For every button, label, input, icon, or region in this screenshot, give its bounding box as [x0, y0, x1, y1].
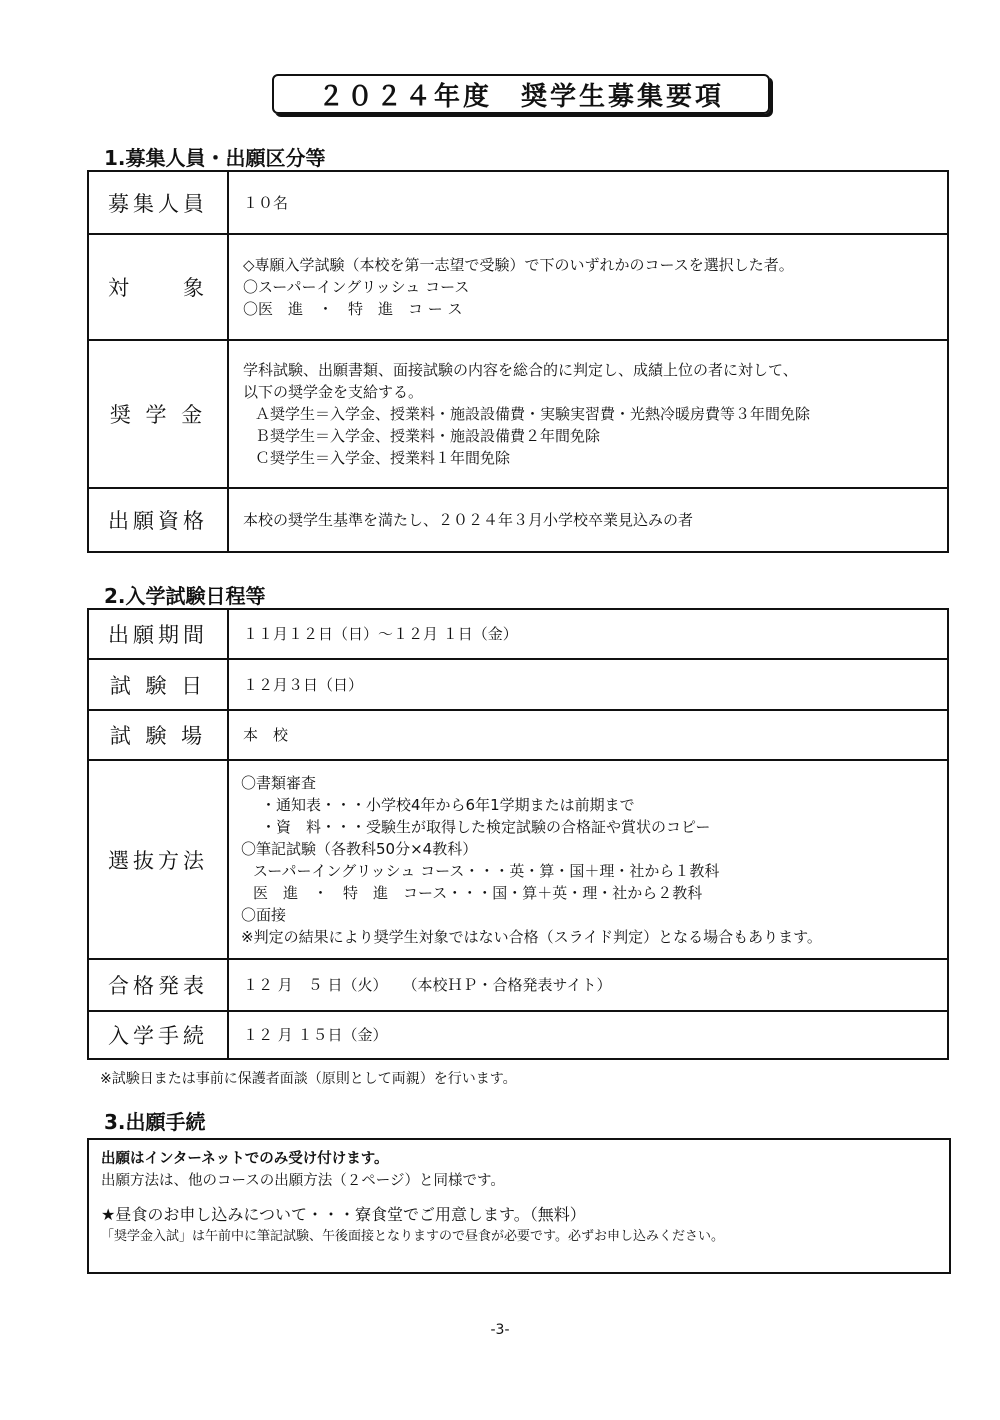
- value-line: １２ 月 ５ 日（火） （本校ＨＰ・合格発表サイト）: [243, 976, 612, 994]
- row-label: 入学手続: [88, 1011, 228, 1059]
- table-row: [88, 340, 948, 488]
- row-value: [228, 659, 948, 710]
- value-line: ◇専願入学試験（本校を第一志望で受験）で下のいずれかのコースを選択した者。: [243, 256, 794, 274]
- row-value: [228, 340, 948, 488]
- row-label: 募集人員: [88, 171, 228, 234]
- page-title: ２０２４年度 奨学生募集要項: [272, 74, 770, 114]
- value-line: 本校の奨学生基準を満たし、２０２４年３月小学校卒業見込みの者: [243, 511, 694, 529]
- value-line: ※判定の結果により奨学生対象ではない合格（スライド判定）となる場合もあります。: [241, 927, 822, 946]
- section-1-heading: 1.募集人員・出願区分等: [104, 146, 326, 170]
- table-row: [88, 488, 948, 552]
- table-row: [88, 1011, 948, 1059]
- row-value: [228, 760, 948, 959]
- row-value: [228, 609, 948, 659]
- application-method-text: 出願方法は、他のコースの出願方法（２ページ）と同様です。: [101, 1173, 505, 1189]
- value-line: Ｂ奨学生＝入学金、授業料・施設設備費２年間免除: [255, 427, 601, 445]
- section-3-heading: 3.出願手続: [104, 1110, 206, 1134]
- row-value: [228, 959, 948, 1011]
- value-line: 〇書類審査: [241, 773, 317, 792]
- lunch-detail: 「奨学金入試」は午前中に筆記試験、午後面接となりますので昼食が必要です。必ずお申し込みください。: [101, 1229, 724, 1244]
- internet-only-notice: 出願はインターネットでのみ受け付けます。: [101, 1151, 389, 1167]
- lunch-notice: ★昼食のお申し込みについて・・・寮食堂でご用意します。（無料）: [101, 1205, 586, 1224]
- recruitment-table: [87, 170, 949, 553]
- value-line: ・通知表・・・小学校4年から6年1学期または前期まで: [261, 795, 635, 814]
- value-line: 以下の奨学金を支給する。: [243, 383, 424, 401]
- table-row: [88, 659, 948, 710]
- value-line: 学科試験、出願書類、面接試験の内容を総合的に判定し、成績上位の者に対して、: [243, 361, 798, 379]
- row-value: [228, 710, 948, 760]
- value-line: Ｃ奨学生＝入学金、授業料１年間免除: [255, 449, 511, 467]
- row-label: 出願期間: [88, 609, 228, 659]
- value-line: 本 校: [243, 726, 289, 744]
- table-row: [88, 171, 948, 234]
- value-line: １１月１２日（日）～１２月 １日（金）: [243, 625, 518, 643]
- application-procedure-box: [87, 1138, 951, 1274]
- table-row: [88, 710, 948, 760]
- value-line: 〇面接: [241, 905, 287, 924]
- value-line: スーパーイングリッシュ コース・・・英・算・国＋理・社から１教科: [253, 861, 720, 880]
- value-line: １２月３日（日）: [243, 675, 364, 694]
- table-row: [88, 609, 948, 659]
- value-line: 〇スーパーイングリッシュ コース: [243, 278, 470, 296]
- row-value: [228, 488, 948, 552]
- row-label: 奨 学 金: [88, 340, 228, 488]
- row-label: 試 験 日: [88, 659, 228, 710]
- row-label: 出願資格: [88, 488, 228, 552]
- page-number: -3-: [490, 1322, 510, 1338]
- value-line: ・資 料・・・受験生が取得した検定試験の合格証や賞状のコピー: [261, 817, 711, 836]
- row-value: [228, 1011, 948, 1059]
- row-value: [228, 171, 948, 234]
- row-value: [228, 234, 948, 340]
- row-label: 試 験 場: [88, 710, 228, 760]
- value-line: １２ 月 １５日（金）: [243, 1026, 388, 1044]
- parent-interview-note: ※試験日または事前に保護者面談（原則として両親）を行います。: [100, 1071, 517, 1087]
- row-label: 選抜方法: [88, 760, 228, 959]
- schedule-table: [87, 608, 949, 1060]
- table-row: [88, 959, 948, 1011]
- value-line: 医 進 ・ 特 進 コース・・・国・算＋英・理・社から２教科: [253, 883, 703, 902]
- table-row: [88, 234, 948, 340]
- row-label: 対 象: [88, 234, 228, 340]
- row-label: 合格発表: [88, 959, 228, 1011]
- value-line: １０名: [243, 193, 289, 212]
- value-line: Ａ奨学生＝入学金、授業料・施設設備費・実験実習費・光熱冷暖房費等３年間免除: [255, 405, 811, 423]
- value-line: 〇医 進 ・ 特 進 コ ー ス: [243, 300, 463, 318]
- table-row: [88, 760, 948, 959]
- section-2-heading: 2.入学試験日程等: [104, 584, 266, 608]
- value-line: 〇筆記試験（各教科50分×4教科）: [241, 839, 478, 858]
